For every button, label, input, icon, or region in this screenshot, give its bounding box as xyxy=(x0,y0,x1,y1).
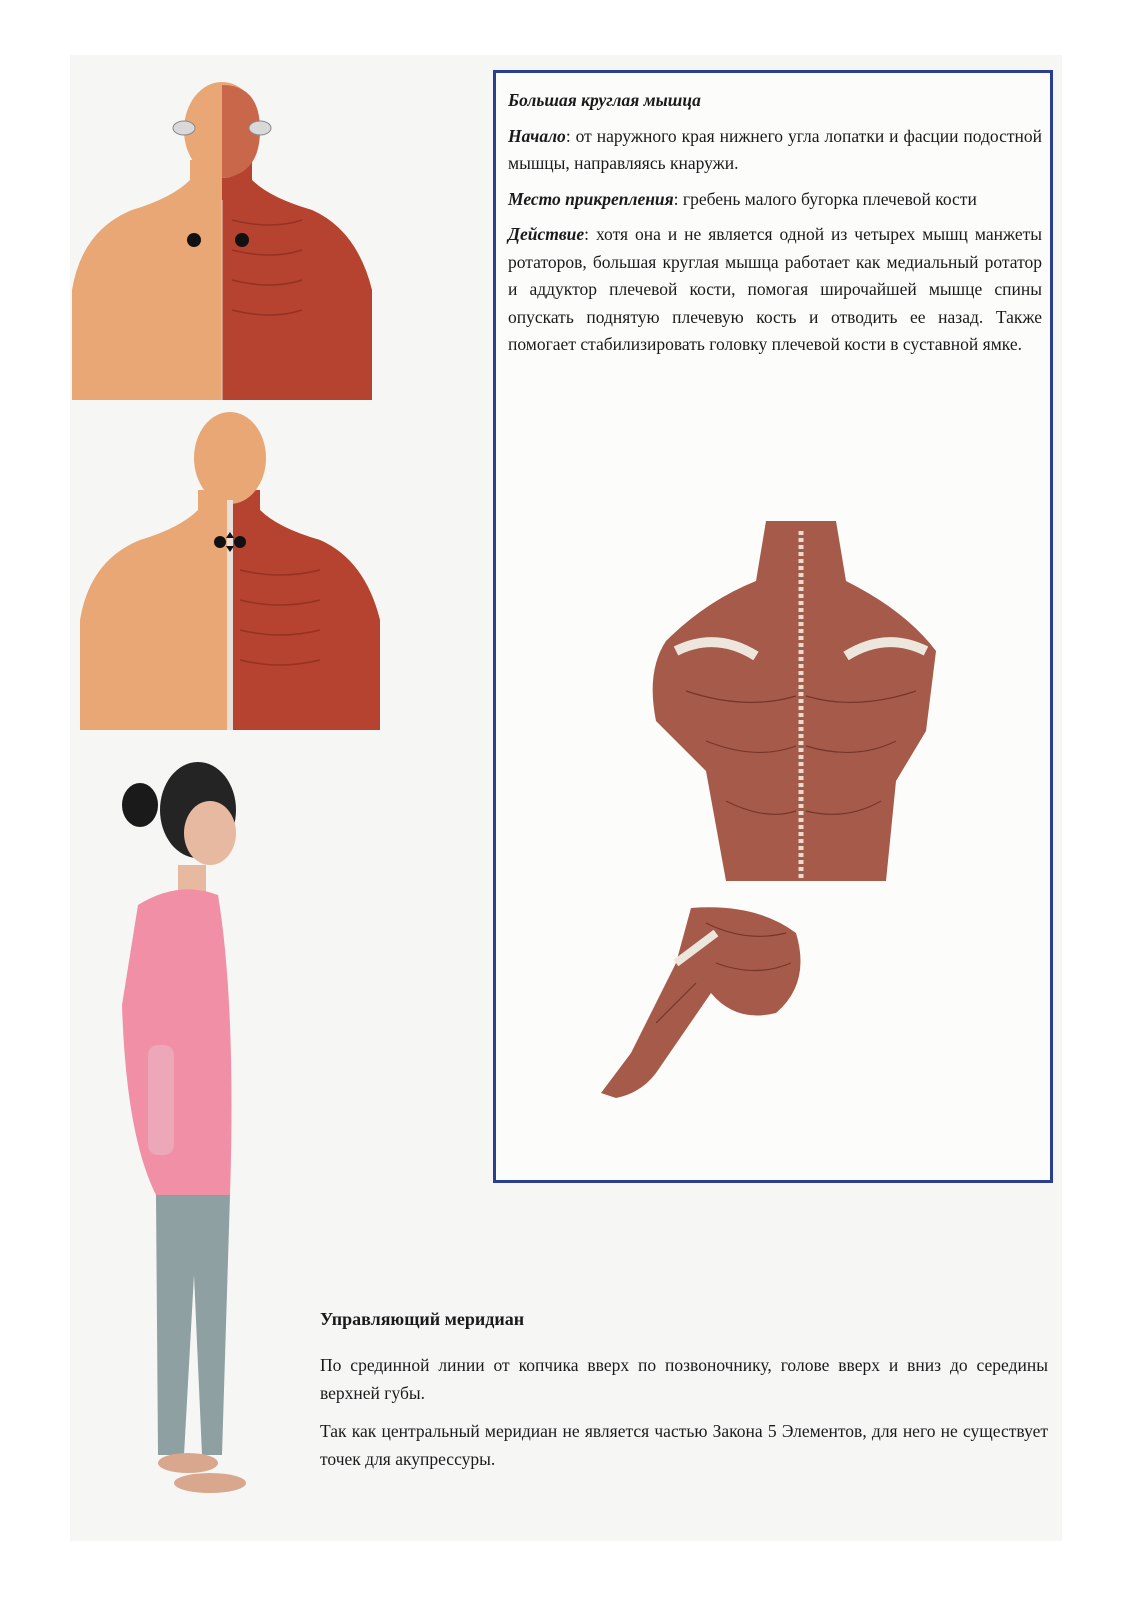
action-paragraph: Действие: хотя она и не является одной из четырех мышц манжеты ротаторов, большая круглая мышца работает как медиальный ротатор и аддуктор плечевой кости, помогая широчайшей мышце спины опускать поднятую плечевую кость и отводить ее назад. Также помогает стабилизировать головку плечевой кости в суставной ямке. xyxy=(508,224,1042,354)
meridian-title: Управляющий меридиан xyxy=(320,1309,525,1329)
muscle-title: Большая круглая мышца xyxy=(508,90,701,110)
meridian-paragraph-1: По срединной линии от копчика вверх по позвоночнику, голове вверх и вниз до середины верхней губы. xyxy=(320,1355,1048,1403)
meridian-section xyxy=(320,1305,1048,1483)
back-muscles-drawing xyxy=(646,521,946,881)
arm-muscles-drawing xyxy=(596,903,816,1103)
acupoint-marker xyxy=(235,233,249,247)
origin-paragraph: Начало: от наружного края нижнего угла лопатки и фасции подостной мышцы, направляясь кнаружи. xyxy=(508,125,1042,173)
acupoint-marker xyxy=(214,536,226,548)
acupoint-marker xyxy=(234,536,246,548)
back-torso-illustration xyxy=(80,410,380,730)
muscle-info-box xyxy=(493,70,1053,1183)
acupoint-marker xyxy=(187,233,201,247)
insertion-paragraph: Место прикрепления: гребень малого бугорка плечевой кости xyxy=(508,188,977,209)
meridian-paragraph-2: Так как центральный меридиан не является частью Закона 5 Элементов, для него не существует точек для акупрессуры. xyxy=(320,1421,1048,1469)
front-torso-illustration xyxy=(72,80,372,400)
standing-woman-photo xyxy=(118,755,258,1495)
